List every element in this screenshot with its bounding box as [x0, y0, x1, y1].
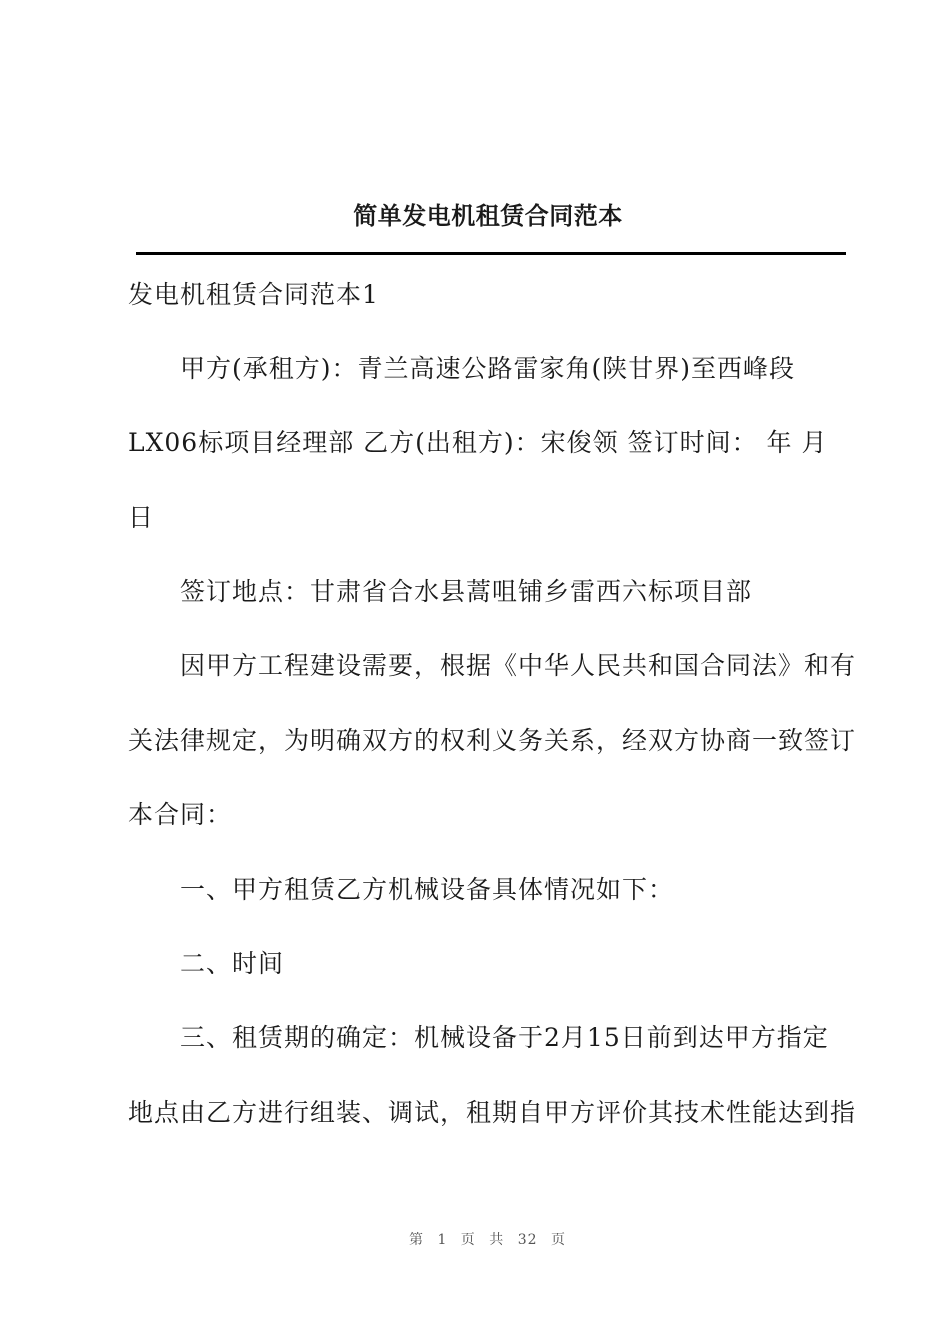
clause-3-line-2: 地点由乙方进行组装、调试，租期自甲方评价其技术性能达到指: [128, 1098, 857, 1127]
page-title: 简单发电机租赁合同范本: [353, 201, 623, 230]
preamble-line-1: 因甲方工程建设需要，根据《中华人民共和国合同法》和有: [180, 651, 857, 680]
signing-location-line: 签订地点：甘肃省合水县蒿咀铺乡雷西六标项目部: [180, 577, 753, 606]
clause-1-line: 一、甲方租赁乙方机械设备具体情况如下：: [180, 875, 675, 904]
preamble-line-3: 本合同：: [128, 800, 233, 829]
section-heading: 发电机租赁合同范本1: [128, 280, 379, 309]
preamble-line-2: 关法律规定，为明确双方的权利义务关系，经双方协商一致签订: [128, 726, 857, 755]
title-divider: [136, 252, 846, 255]
party-b-line: LX06标项目经理部 乙方(出租方)：宋俊领 签订时间： 年 月: [128, 428, 828, 457]
party-a-line: 甲方(承租方)：青兰高速公路雷家角(陕甘界)至西峰段: [180, 354, 796, 383]
clause-2-line: 二、时间: [180, 949, 285, 978]
clause-3-line-1: 三、租赁期的确定：机械设备于2月15日前到达甲方指定: [180, 1023, 829, 1052]
page-footer: 第 1 页 共 32 页: [409, 1232, 566, 1248]
date-continuation-line: 日: [128, 503, 155, 532]
